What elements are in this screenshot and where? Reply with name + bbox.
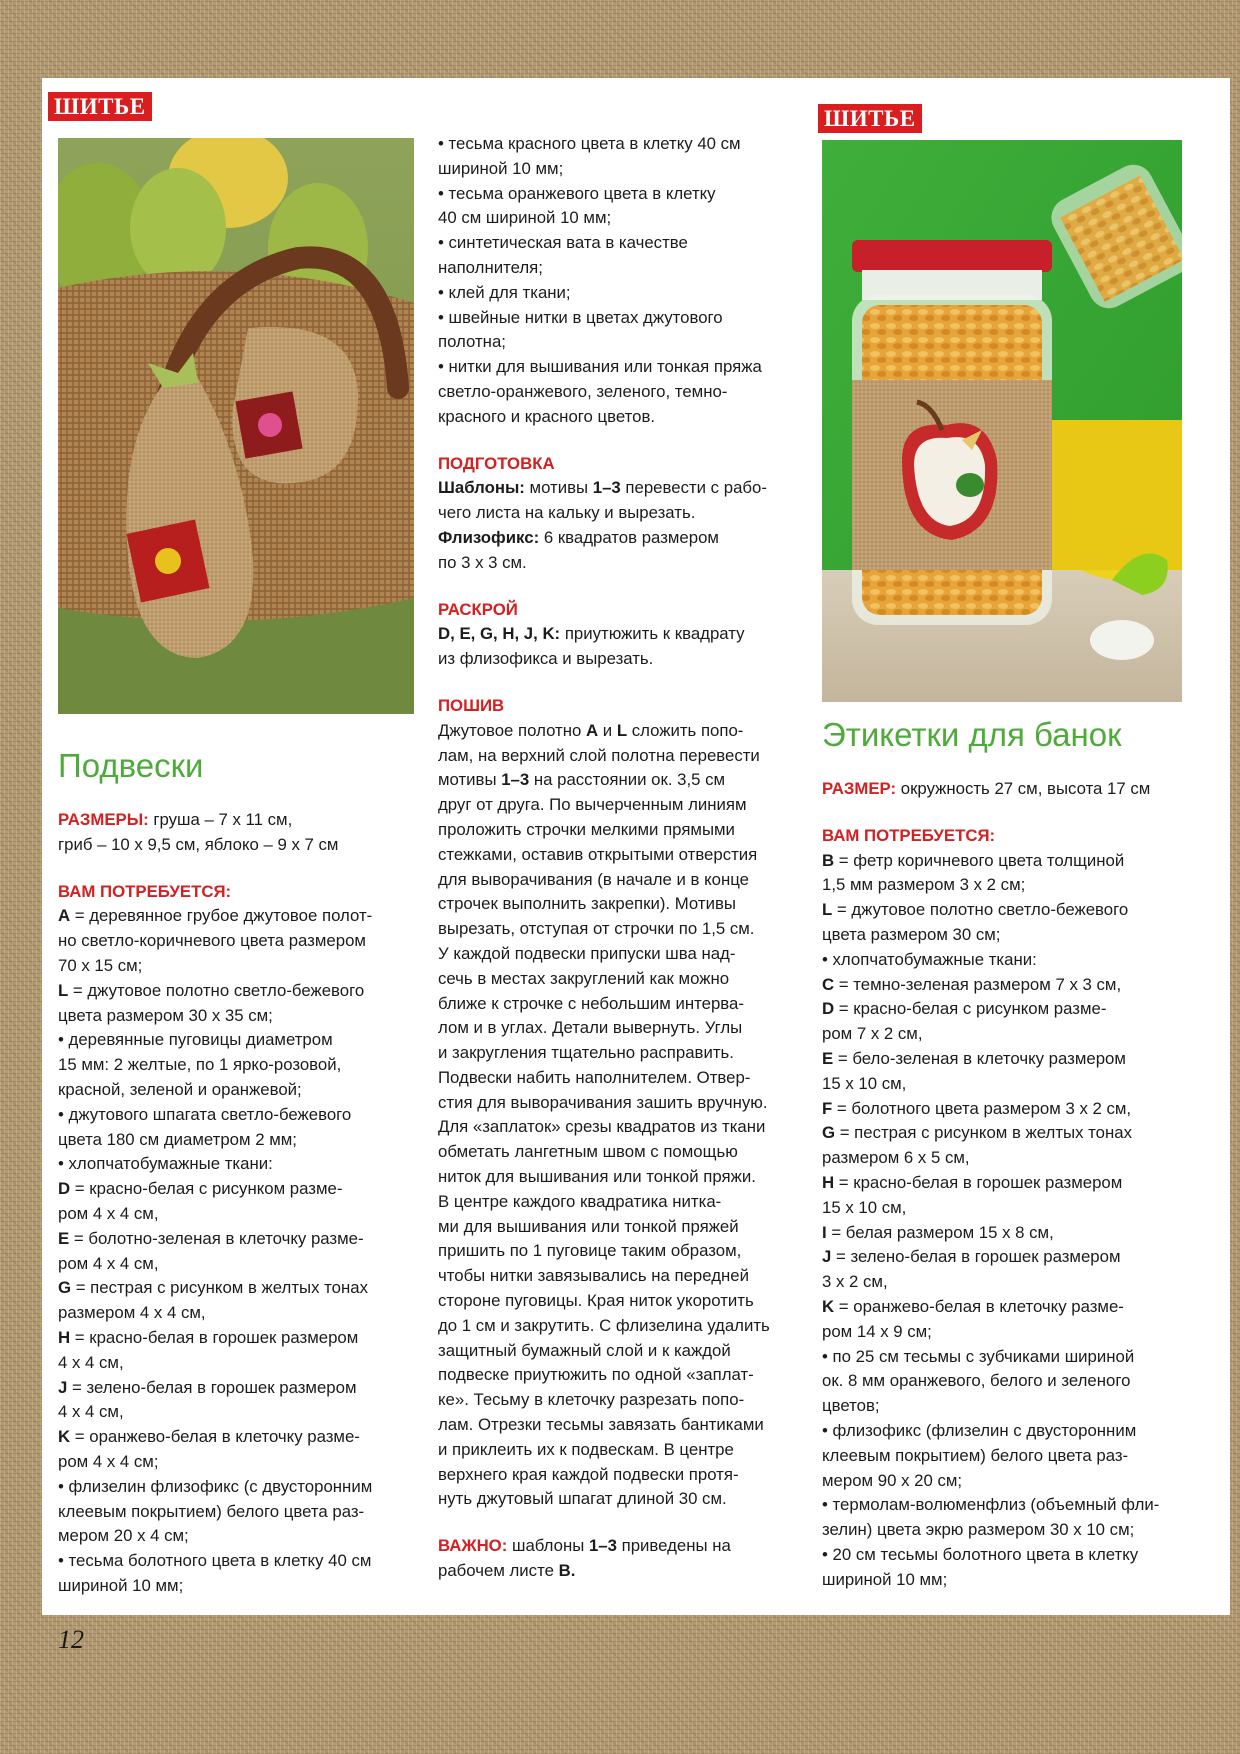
right-material-line (822, 1146, 1192, 1171)
middle-material-line: красного и красного цветов. (438, 406, 656, 426)
sewing-line: лом и в углах. Детали вывернуть. Углы (438, 1018, 743, 1038)
cut-fabrics-label: D, E, G, H, J, K: (438, 624, 561, 644)
prep-text-1a: мотивы (524, 478, 593, 498)
right-material-text: клеевым покрытием) белого цвета раз- (822, 1445, 1129, 1465)
sewing-line: пришить по 1 пуговице таким образом, (438, 1241, 742, 1261)
right-material-line (822, 898, 1192, 923)
sewing-line: стия для выворачивания зашить вручную. (438, 1092, 768, 1112)
right-material-line (822, 923, 1192, 948)
left-material-text: 70 х 15 см; (58, 955, 143, 975)
middle-material-line: • тесьма красного цвета в клетку 40 см (438, 134, 741, 153)
size-text: окружность 27 см, высота 17 см (896, 779, 1151, 798)
prep-heading: ПОДГОТОВКА (438, 453, 555, 473)
important-line-1 (438, 1534, 806, 1559)
sewing-line: стежками, оставив открытыми отверстия (438, 844, 758, 864)
left-material-text: • флизелин флизофикс (с двусторонним (58, 1476, 373, 1496)
right-material-text: = джутовое полотно светло-бежевого (832, 900, 1129, 920)
sewing-line: лам. Отрезки тесьмы завязать бантиками (438, 1415, 764, 1435)
left-material-line (58, 904, 414, 929)
sewing-line: У каждой подвески припуски шва над- (438, 943, 736, 963)
left-material-line (58, 1103, 414, 1128)
right-material-line (822, 1369, 1192, 1394)
left-material-text: размером 4 х 4 см, (58, 1303, 206, 1323)
section-tag-right: ШИТЬЕ (818, 104, 922, 133)
sewing-line: чтобы нитки завязывались на передней (438, 1266, 749, 1286)
cut-text-1c: приутюжить к квадрату (560, 624, 745, 644)
left-material-line (58, 1252, 414, 1277)
middle-material-line: наполнителя; (438, 257, 543, 277)
right-material-line (822, 849, 1192, 874)
right-material-text: = болотного цвета размером 3 х 2 см, (832, 1098, 1132, 1118)
sewing-line: и закругления тщательно расправить. (438, 1043, 734, 1063)
right-material-text: шириной 10 мм; (822, 1569, 948, 1589)
sewing-line: Подвески набить наполнителем. Отвер- (438, 1067, 751, 1087)
right-material-line (822, 1419, 1192, 1444)
left-material-line (58, 979, 414, 1004)
right-material-text: ром 7 х 2 см, (822, 1024, 923, 1044)
left-material-line (58, 1152, 414, 1177)
sewing-line: сечь в местах закруглений как можно (438, 968, 730, 988)
sewing-line: проложить строчки мелкими прямыми (438, 819, 735, 839)
page-number: 12 (58, 1625, 84, 1654)
left-material-key: D (58, 1179, 71, 1199)
section-tag-left: ШИТЬЕ (48, 92, 152, 121)
right-material-line (822, 1047, 1192, 1072)
left-material-text: красной, зеленой и оранжевой; (58, 1079, 302, 1099)
left-material-key: L (58, 980, 69, 1000)
left-material-text: = деревянное грубое джутовое полот- (70, 906, 373, 926)
right-material-text: ром 14 х 9 см; (822, 1321, 932, 1341)
prep-text-1c: перевести с рабо- (620, 478, 767, 498)
left-material-line (58, 1301, 414, 1326)
right-material-line (822, 1270, 1192, 1295)
left-material-line (58, 929, 414, 954)
sew-line-1 (438, 719, 806, 744)
left-material-line (58, 1004, 414, 1029)
right-material-line (822, 1171, 1192, 1196)
title-jar-labels: Этикетки для банок (822, 716, 1122, 753)
right-material-key: D (822, 999, 835, 1019)
right-material-text: • хлопчатобумажные ткани: (822, 949, 1037, 969)
sizes-line-1 (58, 808, 414, 833)
right-material-line (822, 1469, 1192, 1494)
left-material-text: шириной 10 мм; (58, 1575, 184, 1595)
sizes-text-1: груша – 7 х 11 см, (148, 810, 293, 829)
left-material-key: J (58, 1377, 68, 1397)
left-material-text: ром 4 х 4 см; (58, 1451, 159, 1471)
left-material-text: • тесьма болотного цвета в клетку 40 см (58, 1551, 372, 1571)
right-material-text: = фетр коричневого цвета толщиной (834, 850, 1125, 870)
right-material-line (822, 873, 1192, 898)
left-material-text: = пестрая с рисунком в желтых тонах (71, 1278, 368, 1298)
size-label: РАЗМЕР: (822, 779, 897, 798)
sew-key-a: A (586, 720, 599, 740)
left-material-line (58, 1475, 414, 1500)
middle-material-line: шириной 10 мм; (438, 158, 564, 178)
right-material-line (822, 1295, 1192, 1320)
right-material-line (822, 1444, 1192, 1469)
left-material-text: клеевым покрытием) белого цвета раз- (58, 1501, 365, 1521)
left-material-text: цвета 180 см диаметром 2 мм; (58, 1129, 297, 1149)
sew-text-3a: мотивы (438, 770, 502, 790)
left-material-text: = оранжево-белая в клеточку разме- (70, 1427, 360, 1447)
middle-material-line: • нитки для вышивания или тонкая пряжа (438, 357, 762, 377)
needs-heading-right: ВАМ ПОТРЕБУЕТСЯ: (822, 825, 996, 845)
important-label: ВАЖНО: (438, 1536, 508, 1556)
right-material-line (822, 1568, 1192, 1593)
materials-list-middle (438, 132, 806, 430)
right-material-line (822, 1097, 1192, 1122)
right-material-line (822, 973, 1192, 998)
right-material-key: E (822, 1048, 834, 1068)
left-material-line (58, 1276, 414, 1301)
important-text-1c: приведены на (616, 1536, 731, 1556)
right-material-text: = белая размером 15 х 8 см, (826, 1222, 1054, 1242)
sew-text-3c: на расстоянии ок. 3,5 см (529, 770, 726, 790)
sewing-line: ближе к строчке с небольшим интерва- (438, 993, 744, 1013)
right-column (822, 715, 1192, 1593)
sew-heading: ПОШИВ (438, 695, 505, 715)
right-material-text: зелин) цвета экрю размером 30 х 10 см; (822, 1520, 1135, 1540)
left-material-line (58, 1574, 414, 1599)
left-material-text: = зелено-белая в горошек размером (67, 1377, 357, 1397)
left-material-text: мером 20 х 4 см; (58, 1526, 189, 1546)
left-material-line (58, 1078, 414, 1103)
right-material-text: = бело-зеленая в клеточку размером (833, 1048, 1126, 1068)
needs-heading-left: ВАМ ПОТРЕБУЕТСЯ: (58, 881, 232, 901)
right-material-line (822, 948, 1192, 973)
photo-jar-label (822, 140, 1182, 702)
prep-motifs-ref: 1–3 (592, 478, 621, 498)
left-material-text: = красно-белая с рисунком разме- (70, 1179, 343, 1199)
photo-jar-label-art (822, 140, 1182, 702)
sewing-line: ниток для вышивания или тонкой пряжи. (438, 1167, 756, 1187)
right-material-key: B (822, 850, 835, 870)
sew-motifs-ref: 1–3 (501, 770, 530, 790)
sewing-instructions (438, 793, 806, 1512)
right-material-text: • по 25 см тесьмы с зубчиками шириной (822, 1346, 1135, 1366)
left-material-text: ром 4 х 4 см, (58, 1203, 159, 1223)
prep-line-2: чего листа на кальку и вырезать. (438, 503, 696, 523)
middle-material-line: 40 см шириной 10 мм; (438, 208, 612, 228)
left-material-text: цвета размером 30 х 35 см; (58, 1005, 273, 1025)
left-material-line (58, 1400, 414, 1425)
left-material-text: • деревянные пуговицы диаметром (58, 1030, 333, 1050)
sewing-line: В центре каждого квадратика нитка- (438, 1191, 722, 1211)
middle-material-line: • синтетическая вата в качестве (438, 233, 688, 253)
left-column (58, 746, 414, 1599)
sewing-line: Для «заплаток» срезы квадратов из ткани (438, 1117, 766, 1137)
sewing-line: друг от друга. По вычерченным линиям (438, 795, 747, 815)
left-material-key: A (58, 906, 71, 926)
right-material-line (822, 1245, 1192, 1270)
cut-line-1 (438, 622, 806, 647)
right-material-line (822, 1543, 1192, 1568)
right-material-line (822, 1072, 1192, 1097)
sew-text-1a: Джутовое полотно (438, 720, 586, 740)
sewing-line: нуть джутовый шпагат длиной 30 см. (438, 1489, 727, 1509)
right-material-text: ок. 8 мм оранжевого, белого и зеленого (822, 1371, 1131, 1391)
sewing-line: обметать лангетным швом с помощью (438, 1142, 738, 1162)
title-pendants: Подвески (58, 747, 204, 784)
left-material-line (58, 1053, 414, 1078)
important-templates-ref: 1–3 (588, 1536, 617, 1556)
right-material-line (822, 1320, 1192, 1345)
right-material-key: I (822, 1222, 827, 1242)
left-material-line (58, 1326, 414, 1351)
prep-line-1 (438, 476, 806, 501)
right-material-text: • флизофикс (флизелин с двусторонним (822, 1420, 1137, 1440)
right-material-text: • 20 см тесьмы болотного цвета в клетку (822, 1544, 1139, 1564)
left-material-key: G (58, 1278, 72, 1298)
important-text-2a: рабочем листе (438, 1561, 559, 1581)
photo-burlap-pendants (58, 138, 414, 714)
important-text-1a: шаблоны (507, 1536, 589, 1556)
sew-line-2: лам, на верхний слой полотна перевести (438, 745, 760, 765)
important-sheet-ref: В. (558, 1561, 576, 1581)
left-material-text: ром 4 х 4 см, (58, 1253, 159, 1273)
prep-line-4: по 3 х 3 см. (438, 552, 527, 572)
sewing-line: защитный бумажный слой и к каждой (438, 1340, 731, 1360)
middle-material-line: светло-оранжевого, зеленого, темно- (438, 381, 728, 401)
left-material-text: но светло-коричневого цвета размером (58, 931, 366, 951)
right-material-line (822, 1221, 1192, 1246)
sewing-line: ке». Тесьму в клеточку разрезать попо- (438, 1390, 745, 1410)
cut-heading: РАСКРОЙ (438, 599, 518, 619)
middle-material-line: полотна; (438, 332, 506, 352)
right-material-text: = зелено-белая в горошек размером (831, 1247, 1121, 1267)
left-material-line (58, 1549, 414, 1574)
left-material-line (58, 1351, 414, 1376)
right-material-text: = красно-белая с рисунком разме- (834, 999, 1107, 1019)
left-material-key: H (58, 1327, 71, 1347)
left-material-text: = джутовое полотно светло-бежевого (68, 980, 365, 1000)
materials-list-left (58, 904, 414, 1598)
right-material-line (822, 1196, 1192, 1221)
sewing-line: подвеске приутюжить по одной «заплат- (438, 1365, 754, 1385)
sewing-line: до 1 см и закрутить. С флизелина удалить (438, 1315, 770, 1335)
right-material-text: 15 х 10 см, (822, 1073, 907, 1093)
right-material-key: C (822, 974, 835, 994)
sewing-line: ми для вышивания или тонкой пряжей (438, 1216, 739, 1236)
right-material-text: 15 х 10 см, (822, 1197, 907, 1217)
right-material-line (822, 997, 1192, 1022)
prep-line-3 (438, 526, 806, 551)
right-material-line (822, 1121, 1192, 1146)
prep-text-3c: 6 квадратов размером (539, 527, 719, 547)
important-line-2 (438, 1559, 806, 1584)
middle-material-line: • клей для ткани; (438, 282, 571, 302)
right-material-line (822, 1493, 1192, 1518)
flizofix-label: Флизофикс: (438, 527, 540, 547)
materials-list-right (822, 849, 1192, 1593)
right-material-key: H (822, 1172, 835, 1192)
left-material-text: • хлопчатобумажные ткани: (58, 1154, 273, 1174)
left-material-line (58, 1128, 414, 1153)
sew-line-3 (438, 768, 806, 793)
sew-text-1c: сложить попо- (627, 720, 744, 740)
left-material-line (58, 1524, 414, 1549)
sewing-line: и приклеить их к подвескам. В центре (438, 1439, 734, 1459)
left-material-line (58, 1500, 414, 1525)
left-material-text: • джутового шпагата светло-бежевого (58, 1104, 352, 1124)
left-material-text: 4 х 4 см, (58, 1402, 124, 1422)
left-material-key: E (58, 1228, 70, 1248)
right-material-key: J (822, 1247, 832, 1267)
right-material-text: = темно-зеленая размером 7 х 3 см, (834, 974, 1122, 994)
right-material-line (822, 1022, 1192, 1047)
middle-material-line: • тесьма оранжевого цвета в клетку (438, 183, 716, 203)
sewing-line: строчек выполнить закрепки). Мотивы (438, 894, 736, 914)
right-material-line (822, 1518, 1192, 1543)
right-material-text: = оранжево-белая в клеточку разме- (834, 1296, 1124, 1316)
sizes-line-2: гриб – 10 х 9,5 см, яблоко – 9 х 7 см (58, 834, 339, 854)
left-material-text: = красно-белая в горошек размером (70, 1327, 359, 1347)
right-material-key: K (822, 1296, 835, 1316)
left-material-line (58, 1450, 414, 1475)
right-material-text: цвета размером 30 см; (822, 924, 1001, 944)
sewing-line: вырезать, отступая от строчки по 1,5 см. (438, 919, 755, 939)
left-material-line (58, 1425, 414, 1450)
right-material-line (822, 1394, 1192, 1419)
left-material-line (58, 954, 414, 979)
sew-key-l: L (616, 720, 628, 740)
left-material-line (58, 1227, 414, 1252)
middle-material-line: • швейные нитки в цветах джутового (438, 307, 723, 327)
left-material-line (58, 1202, 414, 1227)
photo-burlap-pendants-art (58, 138, 414, 714)
right-material-line (822, 1345, 1192, 1370)
left-material-text: 15 мм: 2 желтые, по 1 ярко-розовой, (58, 1055, 342, 1075)
left-material-line (58, 1177, 414, 1202)
sewing-line: стороне пуговицы. Края ниток укоротить (438, 1291, 754, 1311)
sewing-line: для выворачивания (в начале и в конце (438, 869, 749, 889)
right-material-key: G (822, 1123, 836, 1143)
right-material-text: размером 6 х 5 см, (822, 1148, 970, 1168)
middle-column (438, 132, 806, 1584)
right-material-text: цветов; (822, 1396, 880, 1416)
right-material-text: • термолам-волюменфлиз (объемный фли- (822, 1495, 1160, 1515)
left-material-text: = болотно-зеленая в клеточку разме- (69, 1228, 364, 1248)
right-material-text: = красно-белая в горошек размером (834, 1172, 1123, 1192)
templates-label: Шаблоны: (438, 478, 525, 498)
left-material-text: 4 х 4 см, (58, 1352, 124, 1372)
right-material-text: 3 х 2 см, (822, 1272, 888, 1292)
left-material-line (58, 1376, 414, 1401)
right-material-text: = пестрая с рисунком в желтых тонах (835, 1123, 1132, 1143)
sewing-line: верхнего края каждой подвески протя- (438, 1464, 739, 1484)
right-material-text: 1,5 мм размером 3 х 2 см; (822, 875, 1026, 895)
right-material-text: мером 90 х 20 см; (822, 1470, 963, 1490)
right-material-key: F (822, 1098, 833, 1118)
left-material-key: K (58, 1427, 71, 1447)
cut-line-2: из флизофикса и вырезать. (438, 649, 654, 669)
sew-text-1m: и (598, 720, 617, 740)
sizes-label: РАЗМЕРЫ: (58, 810, 149, 829)
left-material-line (58, 1028, 414, 1053)
size-line (822, 777, 1192, 802)
right-material-key: L (822, 900, 833, 920)
